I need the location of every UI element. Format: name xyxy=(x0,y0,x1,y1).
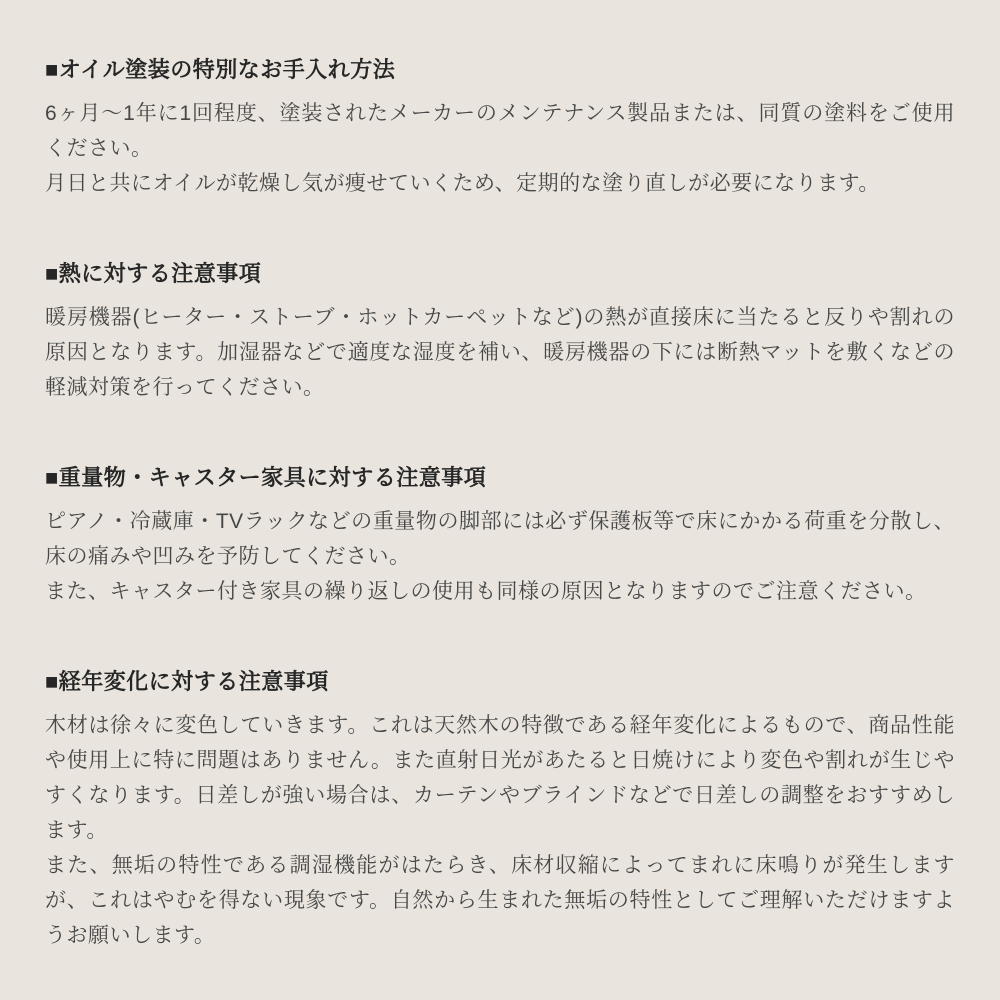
section-aging-caution xyxy=(45,666,955,953)
section-title: ■経年変化に対する注意事項 xyxy=(45,669,329,694)
section-heat-caution xyxy=(45,258,955,405)
section-paragraph: 6ヶ月〜1年に1回程度、塗装されたメーカーのメンテナンス製品または、同質の塗料をご使用ください。 xyxy=(45,102,955,160)
section-paragraph: また、キャスター付き家具の繰り返しの使用も同様の原因となりますのでご注意ください。 xyxy=(45,580,927,603)
section-paragraph: また、無垢の特性である調湿機能がはたらき、床材収縮によってまれに床鳴りが発生しますが、これはやむを得ない現象です。自然から生まれた無垢の特性としてご理解いただけますようお願いします。 xyxy=(45,854,955,947)
section-paragraph: 月日と共にオイルが乾燥し気が痩せていくため、定期的な塗り直しが必要になります。 xyxy=(45,172,880,195)
section-heavy-items-caution xyxy=(45,462,955,609)
section-title: ■重量物・キャスター家具に対する注意事項 xyxy=(45,465,487,490)
section-paragraph: 暖房機器(ヒーター・ストーブ・ホットカーペットなど)の熱が直接床に当たると反りや割れの原因となります。加湿器などで適度な湿度を補い、暖房機器の下には断熱マットを敷くなどの軽減対策を行ってください。 xyxy=(45,306,955,399)
section-oil-finish-care xyxy=(45,54,955,201)
section-paragraph: 木材は徐々に変色していきます。これは天然木の特徴である経年変化によるもので、商品性能や使用上に特に問題はありません。また直射日光があたると日焼けにより変色や割れが生じやすくなります。日差しが強い場合は、カーテンやブラインドなどで日差しの調整をおすすめします。 xyxy=(45,714,955,842)
section-title: ■オイル塗装の特別なお手入れ方法 xyxy=(45,57,396,82)
section-paragraph: ピアノ・冷蔵庫・TVラックなどの重量物の脚部には必ず保護板等で床にかかる荷重を分散し、床の痛みや凹みを予防してください。 xyxy=(45,510,955,568)
section-title: ■熱に対する注意事項 xyxy=(45,261,262,286)
